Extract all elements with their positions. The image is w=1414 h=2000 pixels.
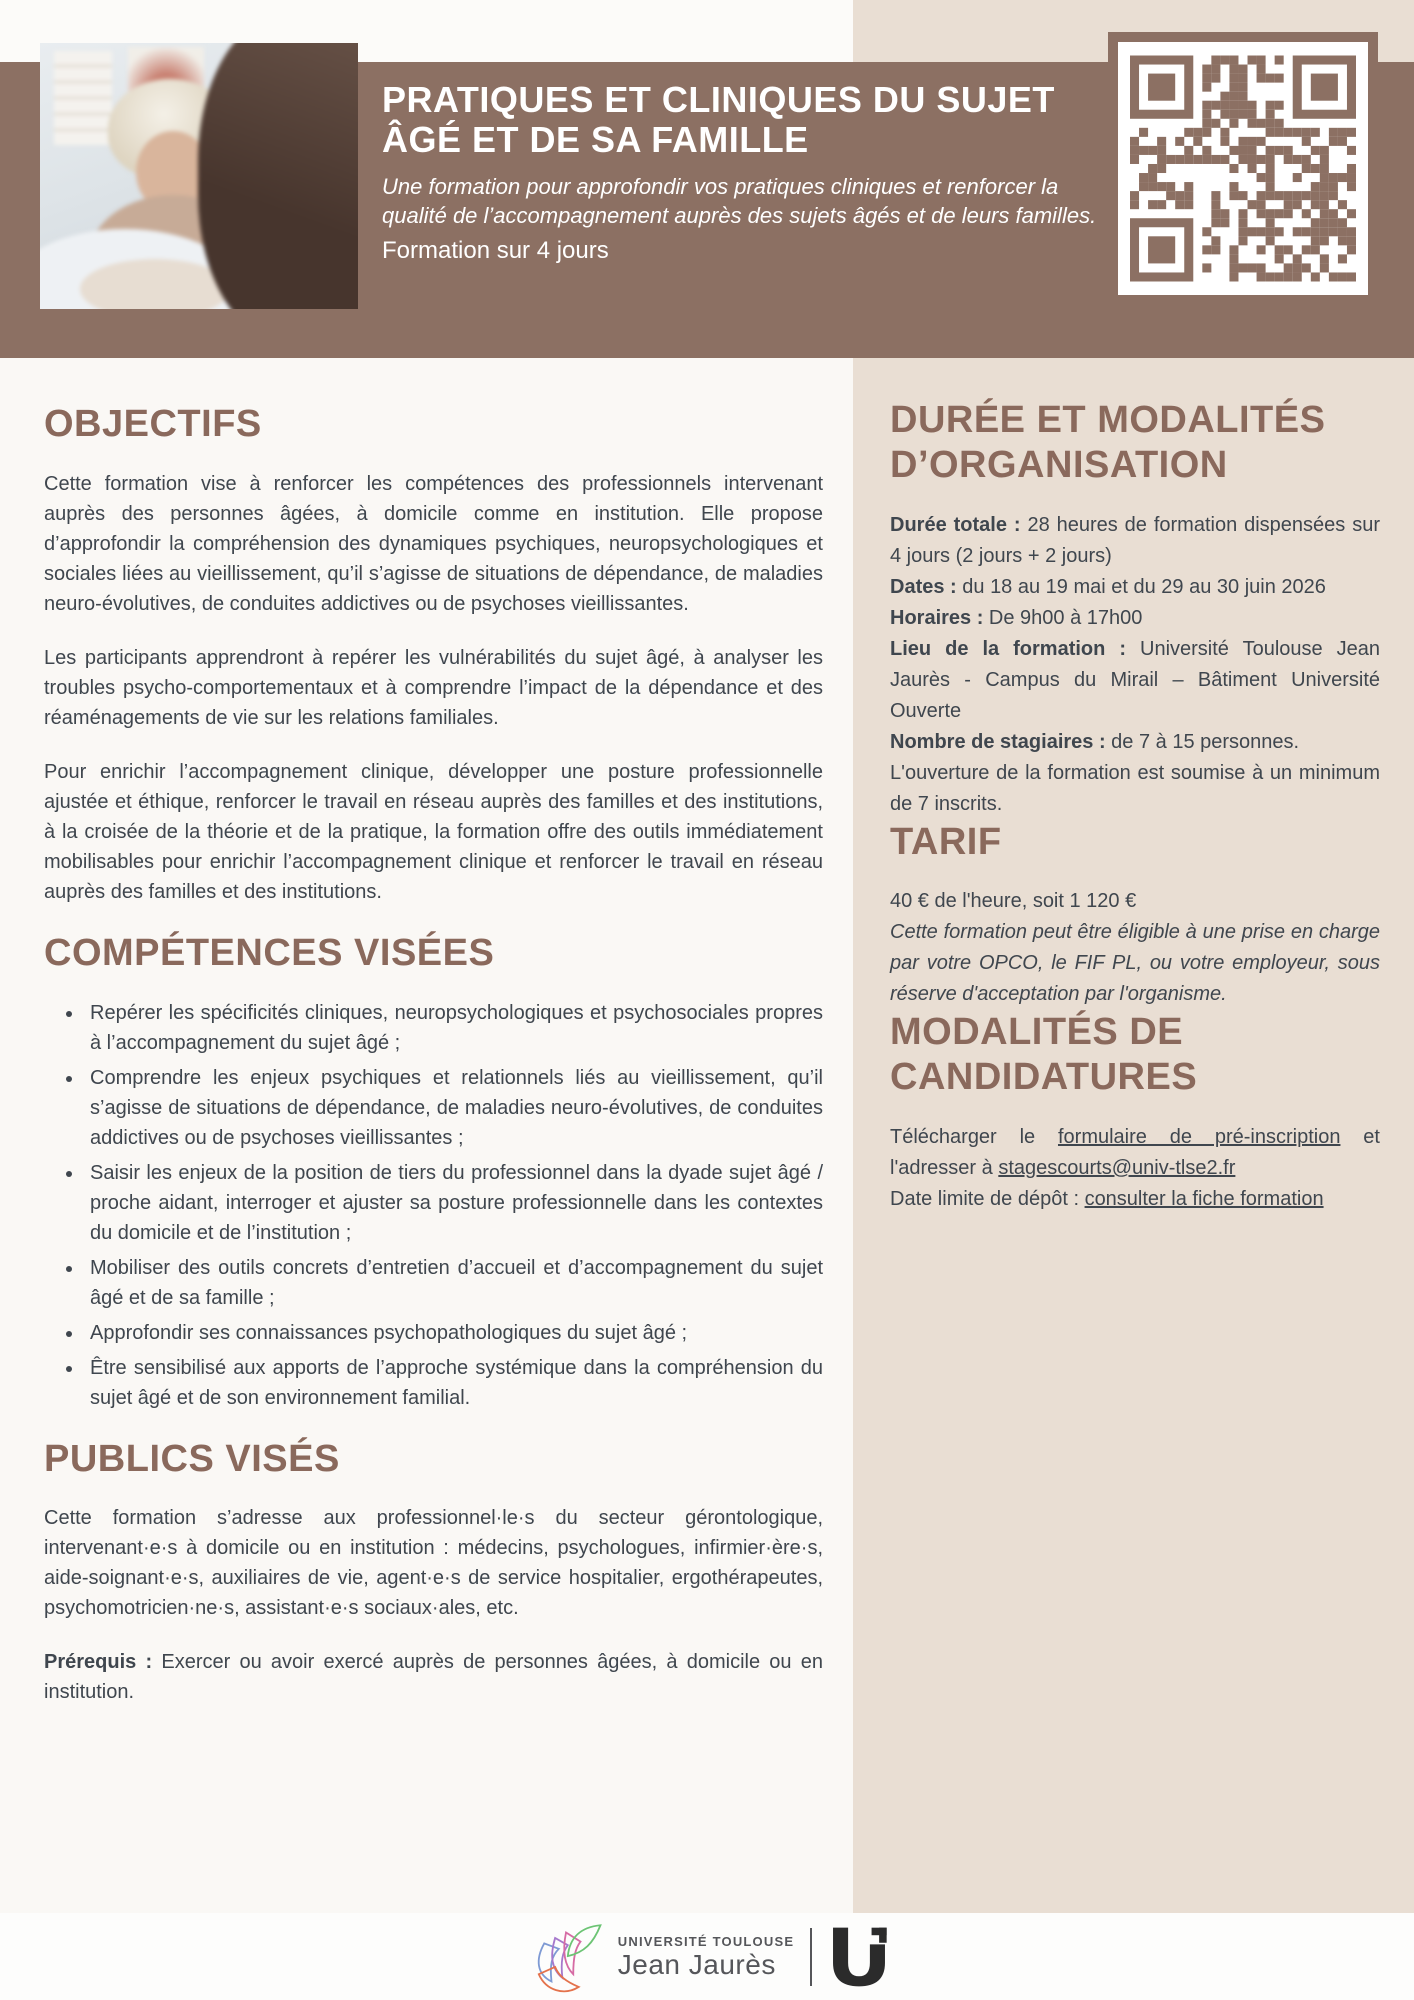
deadline-prefix: Date limite de dépôt : <box>890 1188 1085 1211</box>
header-photo <box>40 43 358 309</box>
publics-paragraph: Cette formation s’adresse aux professionnel·le·s du secteur gérontologique, intervenant·e·s à domicile ou en institution : médecins, psychologues, infirmier·ère·s, aide-soignant·e·s, auxiliaires de vie, agent·e·s de service hospitalier, ergothérapeutes, psychomotricien·ne·s, assistant·e·s sociaux·ales, etc. <box>44 1507 823 1620</box>
candidatures-heading-line2: CANDIDATURES <box>890 1056 1198 1099</box>
competences-heading: COMPÉTENCES VISÉES <box>44 931 495 974</box>
tarif-price: 40 € de l'heure, soit 1 120 € <box>890 890 1137 913</box>
page-title <box>382 80 1108 161</box>
ut-monogram-icon <box>828 1924 890 1990</box>
objectifs-paragraph: Cette formation vise à renforcer les compétences des professionnels intervenant auprès des personnes âgées, à domicile comme en institution. Elle propose d’approfondir la compréhension des dynamiques psychiques, neuropsychologiques et sociales liées au vieillissement, qu’il s’agisse de situations de dépendance, de maladies neuro-évolutives, de conduites addictives ou de psychoses vieillissantes. <box>44 472 823 615</box>
candidatures-line2 <box>890 1184 1380 1215</box>
duree-row-text: de 7 à 15 personnes. <box>1105 730 1300 753</box>
duree-row-text: 28 heures de formation dispensées sur 4 jours (2 jours + 2 jours) <box>890 513 1380 567</box>
duree-row-label: Durée totale : <box>890 513 1021 536</box>
candidatures-middle: et l'adresser à <box>890 1126 1380 1180</box>
left-column <box>0 358 853 1913</box>
right-column <box>853 358 1414 1913</box>
prerequis-text: Exercer ou avoir exercé auprès de personnes âgées, à domicile ou en institution. <box>44 1651 824 1704</box>
page-title-line2: ÂGÉ ET DE SA FAMILLE <box>382 119 809 161</box>
university-name-top: UNIVERSITÉ TOULOUSE <box>617 1933 795 1949</box>
photo-anatomy-poster <box>54 51 112 145</box>
list-item: • Repérer les spécificités cliniques, neuropsychologiques et psychosociales propres à l’accompagnement du sujet âgé ; <box>84 998 823 1058</box>
university-logo <box>524 1918 890 1996</box>
header-text-block <box>382 80 1108 265</box>
preinscription-form-link[interactable]: formulaire de pré-inscription <box>1057 1126 1341 1149</box>
qr-code <box>1108 32 1378 305</box>
duree-row-label: Dates : <box>890 575 957 598</box>
competences-list <box>44 998 823 1413</box>
qr-code-pattern <box>1130 54 1356 283</box>
duree-heading-line1: DURÉE ET MODALITÉS <box>890 399 1326 441</box>
candidatures-heading <box>890 1010 1380 1100</box>
objectifs-paragraph: Pour enrichir l’accompagnement clinique, développer une posture professionnelle ajustée et éthique, renforcer le travail en réseau auprès des familles et des institutions, à la croisée de la théorie et de la pratique, la formation offre des outils immédiatement mobilisables pour enrichir l’accompagnement clinique et renforcer le travail en réseau auprès des familles et des institutions. <box>44 760 823 903</box>
duree-row <box>890 634 1380 727</box>
tarif-heading: TARIF <box>890 820 1002 863</box>
university-flower-icon <box>524 1918 608 1996</box>
duree-row-text: Université Toulouse Jean Jaurès - Campus du Mirail – Bâtiment Université Ouverte <box>890 637 1380 722</box>
duree-row-text: du 18 au 19 mai et du 29 au 30 juin 2026 <box>956 575 1326 598</box>
photo-scene <box>40 43 358 309</box>
objectifs-paragraph: Les participants apprendront à repérer les vulnérabilités du sujet âgé, à analyser les troubles psycho-comportementaux et à comprendre l’impact de la dépendance et des réaménagements de vie sur les relations familiales. <box>44 646 823 729</box>
duree-row <box>890 572 1380 603</box>
duree-row <box>890 510 1380 572</box>
university-name-bottom: Jean Jaurès <box>617 1948 776 1980</box>
logo-divider <box>810 1928 812 1986</box>
duree-note: L'ouverture de la formation est soumise à un minimum de 7 inscrits. <box>890 761 1380 815</box>
page-title-line1: PRATIQUES ET CLINIQUES DU SUJET <box>382 79 1055 120</box>
page-subtitle: Une formation pour approfondir vos pratiques cliniques et renforcer la qualité de l’accompagnement auprès des sujets âgés et de leurs familles. <box>382 173 1097 228</box>
prerequis-label: Prérequis : <box>44 1651 153 1674</box>
prerequis-paragraph <box>44 1647 823 1707</box>
candidatures-heading-line1: MODALITÉS DE <box>890 1011 1184 1054</box>
duree-row-label: Horaires : <box>890 606 984 629</box>
list-item: • Comprendre les enjeux psychiques et relationnels liés au vieillissement, qu’il s’agisse de situations de dépendance, de maladies neuro-évolutives, de conduites addictives ou de psychoses vieillissantes ; <box>84 1063 823 1153</box>
duration-note: Formation sur 4 jours <box>382 236 609 264</box>
fiche-formation-link[interactable]: consulter la fiche formation <box>1084 1188 1324 1211</box>
photo-clinician-hair <box>198 43 358 309</box>
duree-heading-line2: D’ORGANISATION <box>890 443 1228 486</box>
footer <box>0 1913 1414 2000</box>
candidatures-prefix: Télécharger le <box>890 1126 1058 1149</box>
university-name <box>618 1935 794 1979</box>
duree-row <box>890 603 1380 634</box>
objectifs-heading: OBJECTIFS <box>44 403 262 445</box>
email-link[interactable]: stagescourts@univ-tlse2.fr <box>998 1157 1236 1180</box>
list-item: • Être sensibilisé aux apports de l’approche systémique dans la compréhension du sujet âgé et de son environnement familial. <box>84 1353 823 1413</box>
list-item: • Approfondir ses connaissances psychopathologiques du sujet âgé ; <box>84 1318 823 1348</box>
duree-heading <box>890 398 1380 488</box>
duree-row-label: Lieu de la formation : <box>890 637 1127 660</box>
publics-heading: PUBLICS VISÉS <box>44 1437 340 1480</box>
candidatures-line1 <box>890 1122 1380 1184</box>
list-item: • Saisir les enjeux de la position de tiers du professionnel dans la dyade sujet âgé / proche aidant, interroger et ajuster sa posture professionnelle dans les contextes du domicile et de l’institution ; <box>84 1158 823 1248</box>
duree-row-label: Nombre de stagiaires : <box>890 730 1106 753</box>
list-item: • Mobiliser des outils concrets d’entretien d’accueil et d’accompagnement du sujet âgé et de sa famille ; <box>84 1253 823 1313</box>
duree-row <box>890 727 1380 758</box>
tarif-note: Cette formation peut être éligible à une prise en charge par votre OPCO, le FIF PL, ou votre employeur, sous réserve d'acceptation par l'organisme. <box>890 921 1380 1006</box>
duree-row-text: De 9h00 à 17h00 <box>983 606 1143 629</box>
